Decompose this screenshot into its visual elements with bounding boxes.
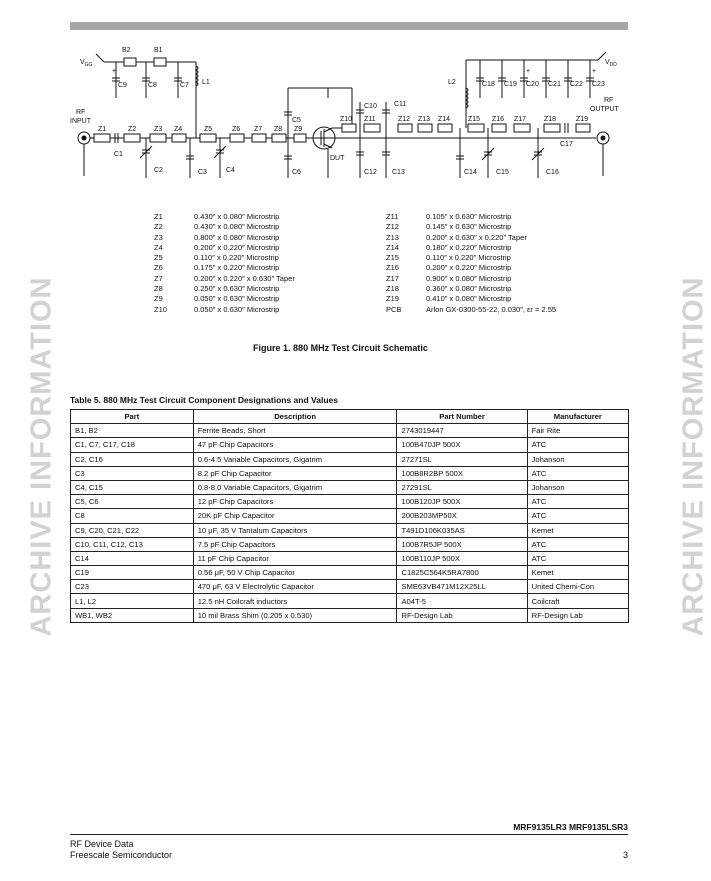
label-rf-input-2: INPUT [70,118,91,125]
label-rf-input-1: RF [76,109,86,116]
label-c15: C15 [496,169,509,176]
label-c18: C18 [482,81,495,88]
table-row: C19 0.56 μF, 50 V Chip Capacitor C1825C564K5RA7800 Kemet [71,566,629,580]
table-title: Table 5. 880 MHz Test Circuit Component Designations and Values [70,395,338,405]
label-c17: C17 [560,141,573,148]
z-row: Z1 0.430″ x 0.080″ Microstrip [154,212,280,221]
label-c21: C21 [548,81,561,88]
table-row: L1, L2 12.5 nH Coilcraft inductors A04T-5 Coilcraft [71,594,629,608]
table-row: C4, C15 0.8-8.0 Variable Capacitors, Gigatrim 27291SL Johanson [71,480,629,494]
header-bar [70,22,628,30]
label-c10: C10 [364,103,377,110]
table-row: C23 470 μF, 63 V Electrolytic Capacitor SME63VB471M12X25LL United Chemi-Con [71,580,629,594]
table-row: C5, C6 12 pF Chip Capacitors 100B120JP 500X ATC [71,495,629,509]
z-row: Z2 0.430″ x 0.080″ Microstrip [154,222,280,232]
z-list-left [154,212,295,315]
label-c13: C13 [392,169,405,176]
label-z5: Z5 [204,126,213,133]
label-z18: Z18 [544,116,557,123]
label-c7: C7 [180,82,189,89]
label-l1: L1 [202,79,210,86]
label-vdd: $V_{DD}$ [605,59,617,68]
label-z13: Z13 [418,116,431,123]
circuit-schematic [60,38,640,198]
z-row: Z18 0.360″ x 0.080″ Microstrip [386,284,512,294]
label-c9: C9 [118,82,127,89]
table-row: B1, B2 Ferrite Beads, Short 2743019447 Fair Rite [71,424,629,438]
label-c8: C8 [148,82,157,89]
label-c2: C2 [154,167,163,174]
label-z6: Z6 [232,126,241,133]
z-row: Z13 0.200″ x 0.630″ x 0.220″ Taper [386,232,527,242]
label-z8: Z8 [274,126,283,133]
label-c3: C3 [198,169,207,176]
label-c23: C23 [592,81,605,88]
label-c16: C16 [546,169,559,176]
label-z15: Z15 [468,116,481,123]
label-z16: Z16 [492,116,505,123]
table-row: C9, C20, C21, C22 10 μF, 35 V Tantalum Capacitors T491D106K035AS Kemet [71,523,629,537]
label-plus-c23: + [592,68,597,75]
table-row: C1, C7, C17, C18 47 pF Chip Capacitors 100B470JP 500X ATC [71,438,629,452]
label-dut: DUT [330,155,345,162]
z-row: Z7 0.200″ x 0.220″ x 0.630″ Taper [154,273,295,283]
label-b2: B2 [122,47,131,54]
z-row: Z10 0.050″ x 0.630″ Microstrip [154,304,280,314]
z-row: Z5 0.110″ x 0.220″ Microstrip [154,253,279,263]
z-row: Z11 0.105″ x 0.630″ Microstrip [386,212,512,221]
col-header-part: Part [71,410,194,424]
footer-line-1: RF Device Data [70,839,134,849]
label-z14: Z14 [438,116,451,123]
label-z4: Z4 [174,126,183,133]
z-row: Z17 0.900″ x 0.080″ Microstrip [386,273,512,283]
label-z7: Z7 [254,126,263,133]
label-c22: C22 [570,81,583,88]
label-vgg: $V_{GG}$ [80,59,93,68]
watermark-left: ARCHIVE INFORMATION [25,276,58,637]
table-row: C8 20K pF Chip Capacitor 200B203MP50X ATC [71,509,629,523]
label-c6: C6 [292,169,301,176]
z-row: Z14 0.180″ x 0.220″ Microstrip [386,242,512,252]
label-z17: Z17 [514,116,527,123]
footer-rule [70,834,628,835]
z-row: Z19 0.410″ x 0.080″ Microstrip [386,294,512,304]
z-row: Z16 0.200″ x 0.220″ Microstrip [386,263,512,273]
z-list-right [386,212,556,315]
label-c20: C20 [526,81,539,88]
label-z19: Z19 [576,116,589,123]
label-plus-c20: + [526,68,531,75]
label-c4: C4 [226,167,235,174]
label-z11: Z11 [364,116,376,123]
table-row: WB1, WB2 10 mil Brass Shim (0.205 x 0.530) RF-Design Lab RF-Design Lab [71,608,629,622]
table-row: C14 11 pF Chip Capacitor 100B110JP 500X ATC [71,551,629,565]
label-z1: Z1 [98,126,107,133]
z-row: Z6 0.175″ x 0.220″ Microstrip [154,263,280,273]
figure-caption: Figure 1. 880 MHz Test Circuit Schematic [253,343,428,353]
label-c11: C11 [394,101,407,108]
z-row: Z8 0.250″ x 0.630″ Microstrip [154,284,280,294]
label-z3: Z3 [154,126,163,133]
component-table [70,409,629,623]
col-header-description: Description [193,410,397,424]
table-row: C2, C16 0.6-4.5 Variable Capacitors, Gigatrim 27271SL Johanson [71,452,629,466]
z-row: Z3 0.800″ x 0.080″ Microstrip [154,232,280,242]
label-plus-c9: + [112,68,117,75]
label-rf-output-2: OUTPUT [590,106,619,113]
label-c19: C19 [504,81,517,88]
footer-part-numbers: MRF9135LR3 MRF9135LSR3 [513,822,628,832]
label-z10: Z10 [340,116,353,123]
col-header-manufacturer: Manufacturer [527,410,628,424]
label-z9: Z9 [294,126,303,133]
z-row: Z9 0.050″ x 0.630″ Microstrip [154,294,280,304]
label-c1: C1 [114,151,123,158]
label-l2: L2 [448,79,456,86]
z-row: Z12 0.145″ x 0.630″ Microstrip [386,222,512,232]
table-row: C10, C11, C12, C13 7.5 pF Chip Capacitors 100B7R5JP 500X ATC [71,537,629,551]
label-z2: Z2 [128,126,137,133]
label-c12: C12 [364,169,377,176]
footer-line-2: Freescale Semiconductor [70,850,173,860]
z-row: Z4 0.200″ x 0.220″ Microstrip [154,242,280,252]
label-c5: C5 [292,117,301,124]
label-rf-output-1: RF [604,97,614,104]
table-row: C3 8.2 pF Chip Capacitor 100B8R2BP 500X ATC [71,466,629,480]
col-header-part-number: Part Number [397,410,527,424]
z-row: PCB Arlon GX-0300-55-22, 0.030″, εr = 2.55 [386,304,557,314]
table-header-row [71,410,629,424]
label-c14: C14 [464,169,477,176]
page-number: 3 [622,850,628,860]
label-b1: B1 [154,47,163,54]
z-row: Z15 0.110″ x 0.220″ Microstrip [386,253,511,263]
watermark-right: ARCHIVE INFORMATION [677,276,710,637]
label-z12: Z12 [398,116,411,123]
